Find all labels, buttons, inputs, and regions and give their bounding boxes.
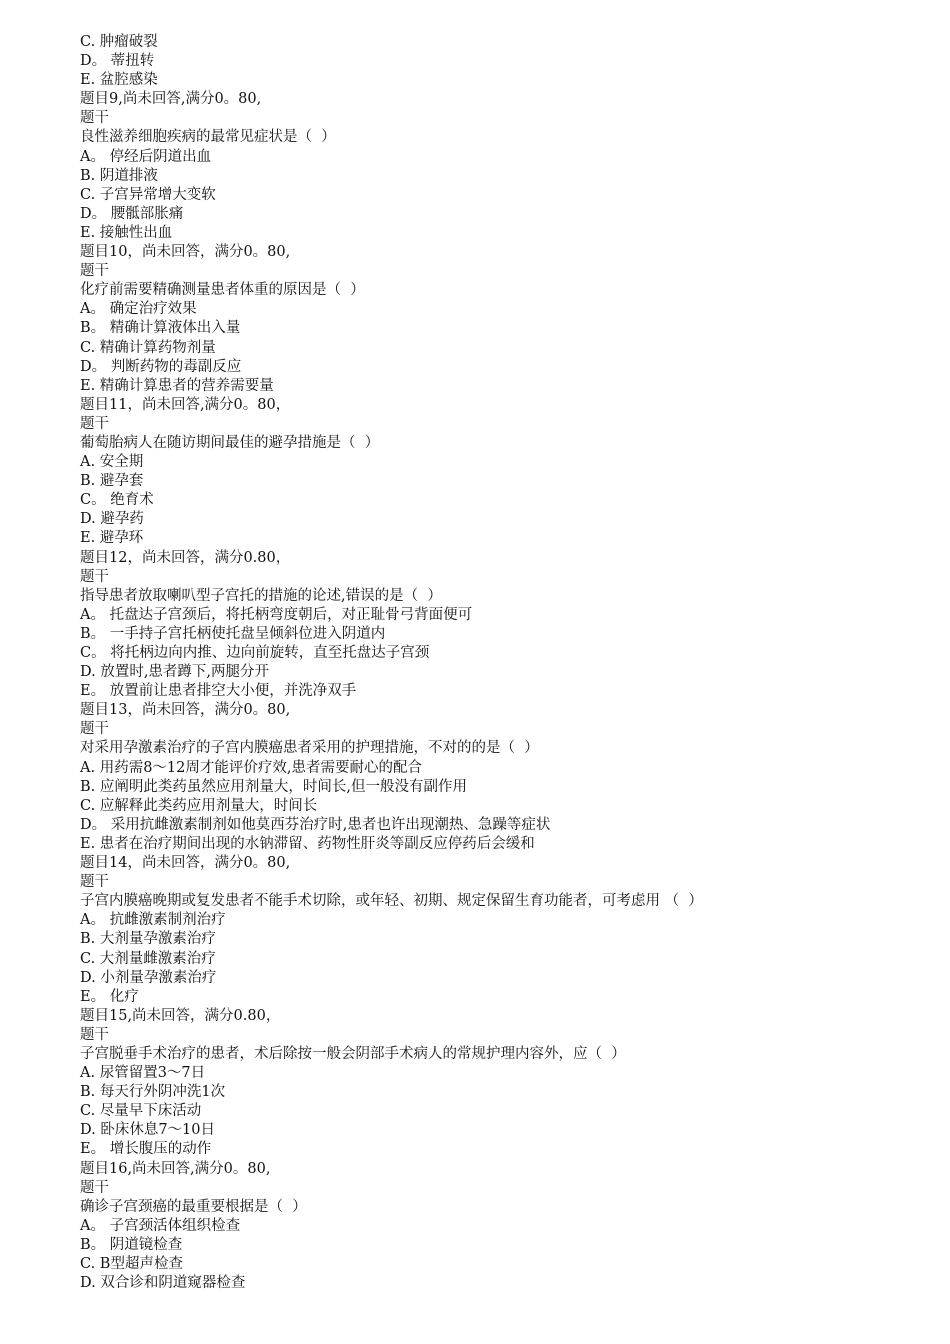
question-stem-label: 题干	[80, 415, 109, 432]
option-line: A。 抗雌激素制剂治疗	[80, 912, 226, 929]
option-line: E. 接触性出血	[80, 224, 173, 241]
option-line: D。 采用抗雌激素制剂如他莫西芬治疗时,患者也许出现潮热、急躁等症状	[80, 816, 551, 833]
option-line: C. 肿瘤破裂	[80, 34, 158, 50]
option-line: A。 确定治疗效果	[80, 301, 197, 318]
option-line: C. 尽量早下床活动	[80, 1103, 202, 1120]
option-line: E。 化疗	[80, 988, 139, 1005]
option-line: A。 停经后阴道出血	[80, 148, 212, 165]
option-line: E。 增长腹压的动作	[80, 1141, 212, 1158]
option-line: E. 患者在治疗期间出现的水钠滞留、药物性肝炎等副反应停药后会缓和	[80, 835, 535, 852]
option-line: E. 盆腔感染	[80, 72, 158, 89]
question-text: 子宫内膜癌晚期或复发患者不能手术切除，或年轻、初期、规定保留生育功能者，可考虑用 （ ）	[80, 893, 703, 910]
option-line: A. 安全期	[80, 454, 144, 471]
option-line: B. 应阐明此类药虽然应用剂量大，时间长,但一般没有副作用	[80, 778, 467, 795]
question-header: 题目12，尚未回答，满分0.80，	[80, 549, 291, 566]
option-line: B。 精确计算液体出入量	[80, 320, 241, 337]
question-header: 题目13，尚未回答，满分0。80,	[80, 702, 291, 719]
option-line: B. 阴道排液	[80, 167, 158, 184]
option-line: C. 应解释此类药应用剂量大，时间长	[80, 797, 318, 814]
option-line: D。 腰骶部胀痛	[80, 205, 184, 222]
option-line: C。 绝育术	[80, 492, 154, 509]
option-line: D. 放置时,患者蹲下,两腿分开	[80, 664, 270, 681]
document-page	[80, 33, 920, 1293]
option-line: D。 蒂扭转	[80, 53, 155, 70]
option-line: B. 每天行外阴冲洗1次	[80, 1084, 226, 1101]
option-line: C. 精确计算药物剂量	[80, 339, 216, 356]
question-stem-label: 题干	[80, 263, 109, 280]
question-header: 题目10，尚未回答，满分0。80,	[80, 244, 291, 261]
question-stem-label: 题干	[80, 721, 109, 738]
option-line: C. B型超声检查	[80, 1256, 183, 1272]
option-line: D. 避孕药	[80, 511, 144, 528]
question-stem-label: 题干	[80, 110, 109, 127]
question-stem-label: 题干	[80, 874, 109, 891]
option-line: A. 用药需8～12周才能评价疗效,患者需要耐心的配合	[80, 759, 422, 776]
option-line: C. 大剂量雌激素治疗	[80, 950, 216, 967]
option-line: D. 小剂量孕激素治疗	[80, 969, 217, 986]
option-line: C. 子宫异常增大变软	[80, 186, 216, 203]
option-line: B. 避孕套	[80, 473, 144, 490]
question-header: 题目16,尚未回答,满分0。80,	[80, 1160, 271, 1177]
option-line: E。 放置前让患者排空大小便，并洗净双手	[80, 683, 357, 700]
question-header: 题目11，尚未回答,满分0。80，	[80, 396, 291, 413]
question-stem-label: 题干	[80, 568, 109, 585]
option-line: A。 托盘达子宫颈后，将托柄弯度朝后，对正耻骨弓背面便可	[80, 606, 473, 623]
question-header: 题目15,尚未回答，满分0.80，	[80, 1007, 281, 1024]
question-text: 良性滋养细胞疾病的最常见症状是（ ）	[80, 129, 336, 146]
option-line: A. 尿管留置3～7日	[80, 1065, 206, 1082]
question-text: 确诊子宫颈癌的最重要根据是（ ）	[80, 1198, 307, 1215]
question-header: 题目14，尚未回答，满分0。80,	[80, 855, 291, 872]
question-text: 指导患者放取喇叭型子宫托的措施的论述,错误的是（ ）	[80, 587, 442, 604]
question-text: 葡萄胎病人在随访期间最佳的避孕措施是（ ）	[80, 434, 380, 451]
question-text: 子宫脱垂手术治疗的患者，术后除按一般会阴部手术病人的常规护理内容外，应（ ）	[80, 1045, 626, 1062]
option-line: B。 阴道镜检查	[80, 1236, 183, 1253]
option-line: E. 精确计算患者的营养需要量	[80, 377, 274, 394]
option-line: C。 将托柄边向内推、边向前旋转，直至托盘达子宫颈	[80, 645, 430, 661]
option-line: D。 判断药物的毒副反应	[80, 358, 242, 375]
option-line: E. 避孕环	[80, 530, 144, 547]
option-line: B. 大剂量孕激素治疗	[80, 931, 216, 948]
question-header: 题目9,尚未回答,满分0。80,	[80, 91, 262, 108]
option-line: A。 子宫颈活体组织检查	[80, 1217, 241, 1234]
option-line: B。 一手持子宫托柄使托盘呈倾斜位进入阴道内	[80, 625, 386, 642]
question-text: 化疗前需要精确测量患者体重的原因是（ ）	[80, 282, 365, 299]
question-text: 对采用孕激素治疗的子宫内膜癌患者采用的护理措施，不对的的是（ ）	[80, 740, 539, 757]
option-line: D. 卧床休息7～10日	[80, 1122, 216, 1139]
question-stem-label: 题干	[80, 1179, 109, 1196]
option-line: D. 双合诊和阴道窥器检查	[80, 1275, 246, 1292]
question-stem-label: 题干	[80, 1026, 109, 1043]
